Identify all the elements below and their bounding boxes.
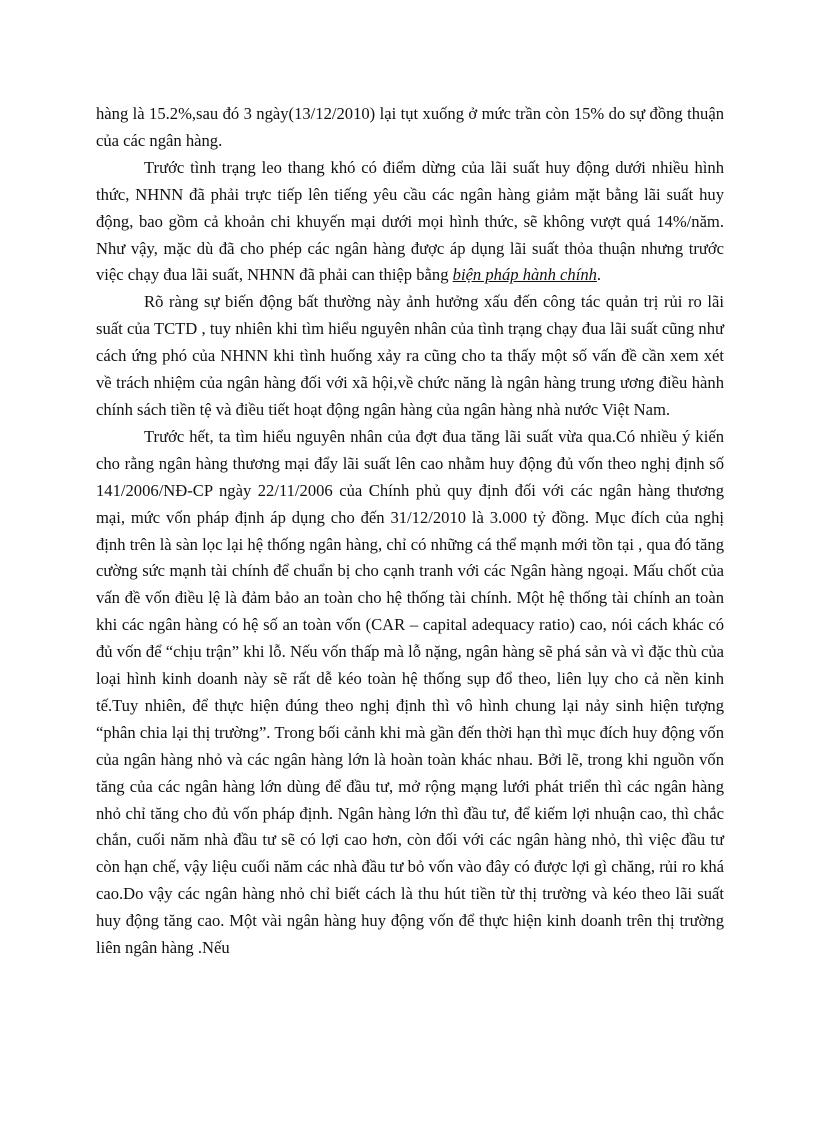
paragraph-causes: Trước hết, ta tìm hiểu nguyên nhân của đợt đua tăng lãi suất vừa qua.Có nhiều ý kiến cho rằng ngân hàng thương mại đẩy lãi suất lên cao nhằm huy động đủ vốn theo nghị định số 141/2006/NĐ-CP ngày 22/11/2006 của Chính phủ quy định đối với các ngân hàng thương mại, mức vốn pháp định áp dụng cho đến 31/12/2010 là 3.000 tỷ đồng. Mục đích của nghị định trên là sàn lọc lại hệ thống ngân hàng, chỉ có những cá thể mạnh mới tồn tại , qua đó tăng cường sức mạnh tài chính để chuẩn bị cho cạnh tranh với các Ngân hàng ngoại. Mấu chốt của vấn đề vốn điều lệ là đảm bảo an toàn cho hệ thống tài chính. Một hệ thống tài chính an toàn khi các ngân hàng có hệ số an toàn vốn (CAR – capital adequacy ratio) cao, nói cách khác có đủ vốn để “chịu trận” khi lỗ. Nếu vốn thấp mà lỗ nặng, ngân hàng sẽ phá sản và vì đặc thù của loại hình kinh doanh này sẽ rất dễ kéo toàn hệ thống sụp đổ theo, liên lụy cho cả nền kinh tế.Tuy nhiên, để thực hiện đúng theo nghị định thì vô hình chung lại nảy sinh hiện tượng “phân chia lại thị trường”. Trong bối cảnh khi mà gần đến thời hạn thì mục đích huy động vốn của ngân hàng nhỏ và các ngân hàng lớn là hoàn toàn khác nhau. Bởi lẽ, trong khi nguồn vốn tăng của các ngân hàng lớn dùng để đầu tư, mở rộng mạng lưới phát triển thì các ngân hàng nhỏ chỉ tăng cho đủ vốn pháp định. Ngân hàng lớn thì đầu tư, để kiếm lợi nhuận cao, thì chắc chắn, cuối năm nhà đầu tư sẽ có lợi cao hơn, còn đối với các ngân hàng nhỏ, thì việc đầu tư còn hạn chế, vậy liệu cuối năm các nhà đầu tư bỏ vốn vào đây có được lợi gì chăng, rủi ro khá cao.Do vậy các ngân hàng nhỏ chỉ biết cách là thu hút tiền từ thị trường và kéo theo lãi suất huy động tăng cao. Một vài ngân hàng huy động vốn để thực hiện kinh doanh trên thị trường liên ngân hàng .Nếu (96, 426, 724, 958)
paragraph-continuation: hàng là 15.2%,sau đó 3 ngày(13/12/2010) lại tụt xuống ở mức trần còn 15% do sự đồng thuận của các ngân hàng. (96, 104, 724, 150)
paragraph-nhnn-end: . (596, 265, 602, 285)
document-page (96, 101, 724, 962)
paragraph-nhnn-text: Trước tình trạng leo thang khó có điểm dừng của lãi suất huy động dưới nhiều hình thức, NHNN đã phải trực tiếp lên tiếng yêu cầu các ngân hàng giảm mặt bằng lãi suất huy động, bao gồm cả khoản chi khuyến mại dưới mọi hình thức, sẽ không vượt quá 14%/năm. Như vậy, mặc dù đã cho phép các ngân hàng được áp dụng lãi suất thỏa thuận nhưng trước việc chạy đua lãi suất, NHNN đã phải can thiệp bằng (96, 157, 724, 285)
paragraph-nhnn-intervention (96, 155, 724, 290)
paragraph-risk-management: Rõ ràng sự biến động bất thường này ảnh hưởng xấu đến công tác quản trị rủi ro lãi suất của TCTD , tuy nhiên khi tìm hiểu nguyên nhân của tình trạng chạy đua lãi suất cũng như cách ứng phó của NHNN khi tình huống xảy ra cũng cho ta thấy một số vấn đề cần xem xét về trách nhiệm của ngân hàng đối với xã hội,về chức năng là ngân hàng trung ương điều hành chính sách tiền tệ và điều tiết hoạt động ngân hàng của ngân hàng nhà nước Việt Nam. (96, 292, 724, 419)
administrative-measures-link[interactable]: biện pháp hành chính (452, 265, 597, 285)
